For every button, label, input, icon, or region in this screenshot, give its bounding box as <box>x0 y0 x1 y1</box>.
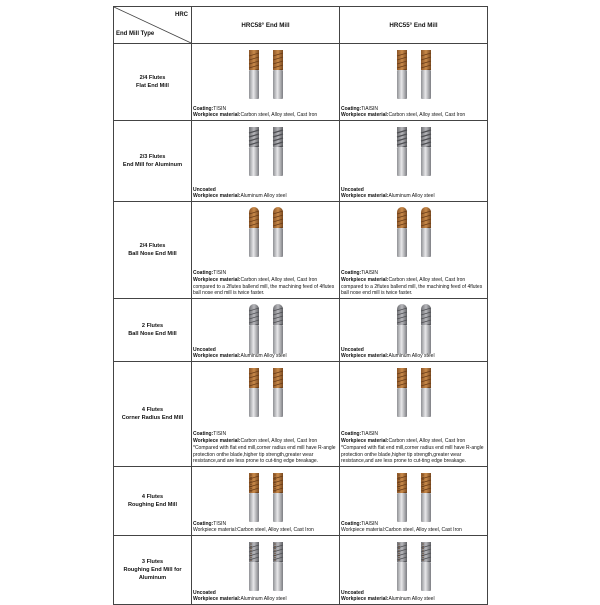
end-mill-photo <box>340 125 487 177</box>
workpiece-value: Aluminum Alloy steel <box>388 193 435 200</box>
uncoated-label: Uncoated <box>341 346 364 353</box>
type-name-line2: End Mill for Aluminum <box>122 162 183 168</box>
workpiece-value: Carbon steel, Alloy steel, Cast Iron <box>388 276 466 283</box>
spec-text <box>341 521 486 534</box>
coating-value: TiAlSIN <box>361 105 379 112</box>
table-row <box>114 362 488 467</box>
type-name-line2: Roughing End Mill for Aluminum <box>123 567 182 581</box>
coating-value: TISIN <box>213 270 227 277</box>
spec-text <box>341 590 486 603</box>
coating-value: TISIN <box>213 431 227 438</box>
type-name-line1: 3 Flutes <box>141 559 164 565</box>
workpiece-label: Workpiece material: <box>193 276 241 283</box>
type-name-line2: Corner Radius End Mill <box>121 415 184 421</box>
type-name-line1: 2/3 Flutes <box>139 154 166 160</box>
end-mill-spec-cell <box>340 44 488 121</box>
spec-text <box>193 590 338 603</box>
coating-label: Coating: <box>341 270 362 277</box>
spec-text <box>341 347 486 360</box>
workpiece-value: Aluminum Alloy steel <box>388 596 435 603</box>
end-mill-type-cell <box>114 467 192 536</box>
type-name-line1: 4 Flutes <box>141 407 164 413</box>
table-row <box>114 467 488 536</box>
end-mill-photo <box>340 206 487 258</box>
end-mill-type-label: End Mill Type <box>116 31 155 37</box>
end-mill-photo <box>340 471 487 523</box>
table-row <box>114 44 488 121</box>
description-text: compared to a 2flutes ballend mill, the machining feed of 4flutes ball nose end mill is twice faster. <box>193 283 335 297</box>
table-row <box>114 299 488 362</box>
table-row <box>114 536 488 605</box>
spec-text <box>341 187 486 200</box>
end-mill-spec-cell <box>192 121 340 202</box>
end-mill-spec-cell <box>192 202 340 299</box>
end-mill-photo <box>192 206 339 258</box>
spec-text <box>193 347 338 360</box>
end-mill-spec-cell <box>340 299 488 362</box>
workpiece-label: Workpiece material: <box>341 596 389 603</box>
end-mill-type-cell <box>114 44 192 121</box>
spec-text <box>341 431 486 465</box>
type-name-line2: Ball Nose End Mill <box>128 251 177 257</box>
workpiece-label: Workpiece material: <box>341 353 389 360</box>
spec-text <box>193 187 338 200</box>
coating-value: TISIN <box>213 520 227 527</box>
end-mill-type-cell <box>114 121 192 202</box>
coating-label: Coating: <box>193 270 214 277</box>
end-mill-photo <box>192 48 339 100</box>
header-corner-cell <box>114 7 192 44</box>
type-name-line1: 4 Flutes <box>141 494 164 500</box>
workpiece-value: Carbon steel, Alloy steel, Cast Iron <box>240 112 318 119</box>
uncoated-label: Uncoated <box>193 186 216 193</box>
spec-text <box>193 270 338 297</box>
end-mill-type-cell <box>114 202 192 299</box>
coating-label: Coating: <box>341 105 362 112</box>
end-mill-type-cell <box>114 299 192 362</box>
uncoated-label: Uncoated <box>193 346 216 353</box>
uncoated-label: Uncoated <box>341 186 364 193</box>
workpiece-value: Aluminum Alloy steel <box>388 353 435 360</box>
end-mill-spec-cell <box>192 44 340 121</box>
type-name-line2: Ball Nose End Mill <box>128 331 177 337</box>
workpiece-label: Workpiece material: <box>193 438 241 445</box>
workpiece-label: Workpiece material: <box>193 527 238 534</box>
type-name-line2: Roughing End Mill <box>127 502 178 508</box>
end-mill-photo <box>192 125 339 177</box>
coating-label: Coating: <box>193 105 214 112</box>
end-mill-spec-cell <box>192 467 340 536</box>
coating-value: TiAlSIN <box>361 431 379 438</box>
spec-text <box>193 106 338 119</box>
workpiece-value: Aluminum Alloy steel <box>240 353 287 360</box>
workpiece-label: Workpiece material: <box>341 193 389 200</box>
table-row <box>114 121 488 202</box>
workpiece-label: Workpiece material: <box>341 527 386 534</box>
end-mill-spec-cell <box>340 536 488 605</box>
table-header-row <box>114 7 488 44</box>
description-text: *Compared with flat end mill,corner radius end mill have R-angle protection onthe blade,higher tip strength,greater wear resistance,and are less prone to cut-ting edge breakage. <box>193 444 336 465</box>
spec-text <box>193 431 338 465</box>
end-mill-spec-cell <box>340 467 488 536</box>
end-mill-spec-cell <box>340 362 488 467</box>
column-header-hrc58: HRC58° End Mill <box>192 7 340 44</box>
uncoated-label: Uncoated <box>341 589 364 596</box>
end-mill-photo <box>192 540 339 592</box>
workpiece-value: Carbon steel, Alloy steel, Cast Iron <box>388 438 466 445</box>
type-name-line2: Flat End Mill <box>136 83 169 89</box>
workpiece-label: Workpiece material: <box>193 353 241 360</box>
end-mill-photo <box>340 48 487 100</box>
spec-text <box>341 270 486 297</box>
type-name-line1: 2 Flutes <box>141 323 164 329</box>
end-mill-spec-cell <box>340 202 488 299</box>
coating-label: Coating: <box>193 431 214 438</box>
end-mill-spec-cell <box>192 536 340 605</box>
workpiece-label: Workpiece material: <box>193 596 241 603</box>
coating-value: TiAlSIN <box>361 520 379 527</box>
workpiece-label: Workpiece material: <box>341 438 389 445</box>
workpiece-label: Workpiece material: <box>341 276 389 283</box>
end-mill-type-cell <box>114 536 192 605</box>
end-mill-table <box>113 6 488 605</box>
description-text: *Compared with flat end mill,corner radius end mill have R-angle protection onthe blade,higher tip strength,greater wear resistance,and are less prone to cut-ting edge breakage. <box>341 444 484 465</box>
end-mill-spec-cell <box>192 299 340 362</box>
coating-label: Coating: <box>193 520 214 527</box>
coating-label: Coating: <box>341 520 362 527</box>
table-row <box>114 202 488 299</box>
coating-value: TISIN <box>213 105 227 112</box>
coating-label: Coating: <box>341 431 362 438</box>
column-header-hrc55: HRC55° End Mill <box>340 7 488 44</box>
workpiece-label: Workpiece material: <box>193 112 241 119</box>
workpiece-label: Workpiece material: <box>193 193 241 200</box>
workpiece-label: Workpiece material: <box>341 112 389 119</box>
end-mill-photo <box>192 471 339 523</box>
workpiece-value: Carbon steel, Alloy steel, Cast Iron <box>388 112 466 119</box>
end-mill-photo <box>192 366 339 418</box>
workpiece-value: Aluminum Alloy steel <box>240 193 287 200</box>
uncoated-label: Uncoated <box>193 589 216 596</box>
hrc-label: HRC <box>175 12 188 18</box>
workpiece-value: Carbon steel, Alloy steel, Cast Iron <box>240 276 318 283</box>
type-name-line1: 2/4 Flutes <box>139 75 166 81</box>
workpiece-value: Aluminum Alloy steel <box>240 596 287 603</box>
end-mill-photo <box>340 366 487 418</box>
end-mill-spec-cell <box>192 362 340 467</box>
description-text: compared to a 2flutes ballend mill, the machining feed of 4flutes ball nose end mill is twice faster. <box>341 283 483 297</box>
type-name-line1: 2/4 Flutes <box>139 243 166 249</box>
end-mill-photo <box>340 540 487 592</box>
spec-text <box>193 521 338 534</box>
workpiece-value: Carbon steel, Alloy steel, Cast Iron <box>237 527 314 534</box>
spec-text <box>341 106 486 119</box>
end-mill-type-cell <box>114 362 192 467</box>
workpiece-value: Carbon steel, Alloy steel, Cast Iron <box>385 527 462 534</box>
end-mill-spec-cell <box>340 121 488 202</box>
workpiece-value: Carbon steel, Alloy steel, Cast Iron <box>240 438 318 445</box>
coating-value: TiAlSIN <box>361 270 379 277</box>
